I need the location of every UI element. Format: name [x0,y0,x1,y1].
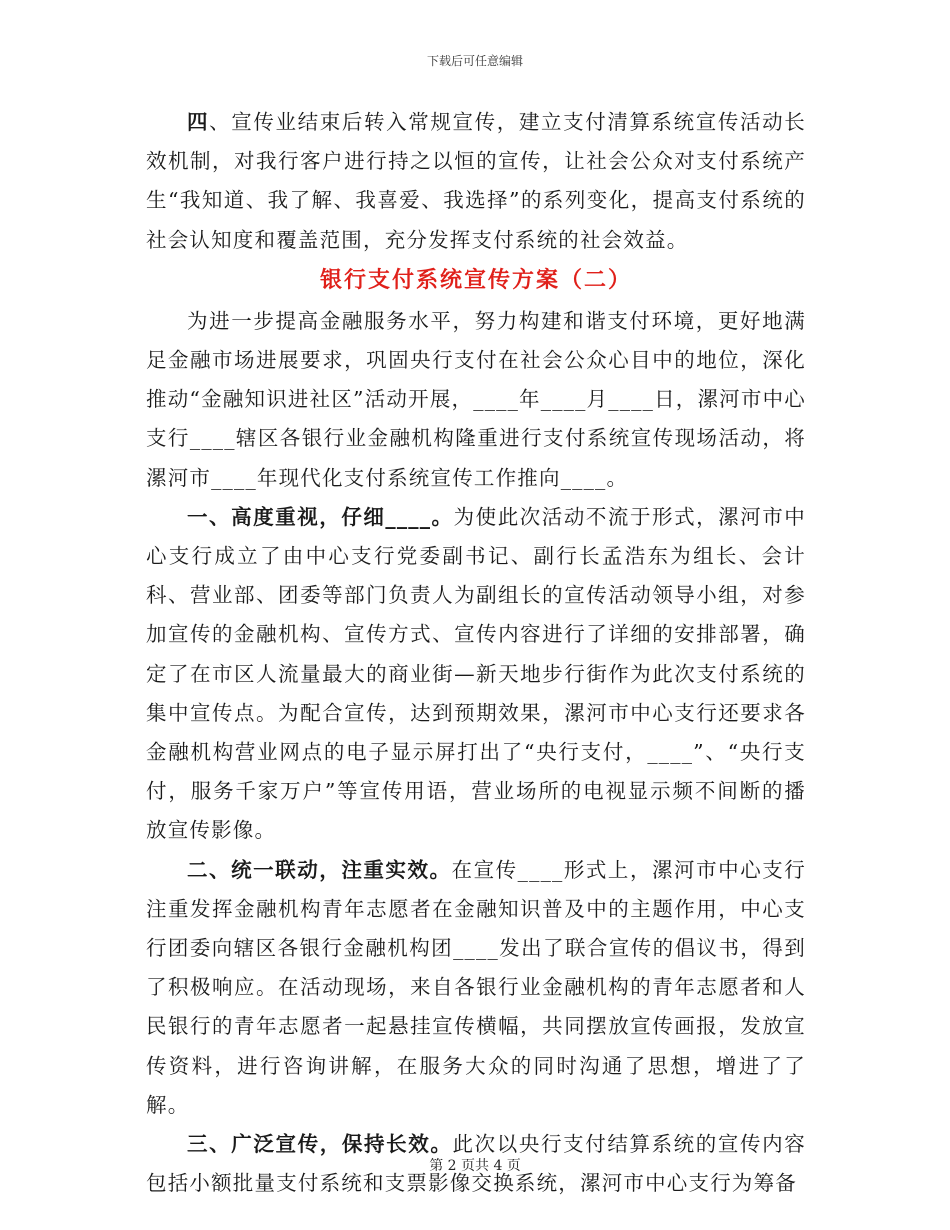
page-footer: 第 2 页共 4 页 [429,1158,521,1174]
paragraph-section-four [146,103,806,260]
section-title: 银行支付系统宣传方案（二） [319,267,632,293]
paragraph-lead: 三、广泛宣传，保持长效。 [187,1132,453,1157]
paragraph-lead: 二、统一联动，注重实效。 [187,857,452,882]
paragraph-point-two [146,851,806,1125]
document-body [146,103,806,1203]
paragraph-lead: 一、高度重视，仔细____。 [187,504,454,529]
paragraph-text: 在宣传____形式上，漯河市中心支行注重发挥金融机构青年志愿者在金融知识普及中的主题作用，中心支行团委向辖区各银行金融机构团____发出了联合宣传的倡议书，得到了积极响应。在活动现场，来自各银行业金融机构的青年志愿者和人民银行的青年志愿者一起悬挂宣传横幅，共同摆放宣传画报，发放宣传资料，进行咨询讲解，在服务大众的同时沟通了思想，增进了了解。 [146,857,806,1117]
paragraph-text: 为使此次活动不流于形式，漯河市中心支行成立了由中心支行党委副书记、副行长孟浩东为组长、会计科、营业部、团委等部门负责人为副组长的宣传活动领导小组，对参加宣传的金融机构、宣传方式、宣传内容进行了详细的安排部署，确定了在市区人流量最大的商业街—新天地步行街作为此次支付系统的集中宣传点。为配合宣传，达到预期效果，漯河市中心支行还要求各金融机构营业网点的电子显示屏打出了“央行支付，____”、“央行支付，服务千家万户”等宣传用语，营业场所的电视显示频不间断的播放宣传影像。 [146,504,806,843]
paragraph-point-one [146,498,806,851]
paragraph-intro: 为进一步提高金融服务水平，努力构建和谐支付环境，更好地满足金融市场进展要求，巩固央行支付在社会公众心目中的地位，深化推动“金融知识进社区”活动开展，____年____月____日，漯河市中心支行____辖区各银行业金融机构隆重进行支付系统宣传现场活动，将漯河市____年现代化支付系统宣传工作推向____。 [146,308,806,490]
paragraph-text: 、宣传业结束后转入常规宣传，建立支付清算系统宣传活动长效机制，对我行客户进行持之以恒的宣传，让社会公众对支付系统产生“我知道、我了解、我喜爱、我选择”的系列变化，提高支付系统的社会认知度和覆盖范围，充分发挥支付系统的社会效益。 [146,110,806,252]
paragraph-text: 此次以央行支付结算系统的宣传内容包括小额批量支付系统和支票影像交换系统，漯河市中心支行为筹备 [146,1132,806,1196]
paragraph-lead: 四 [187,110,210,134]
page-header: 下载后可任意编辑 [426,54,523,68]
